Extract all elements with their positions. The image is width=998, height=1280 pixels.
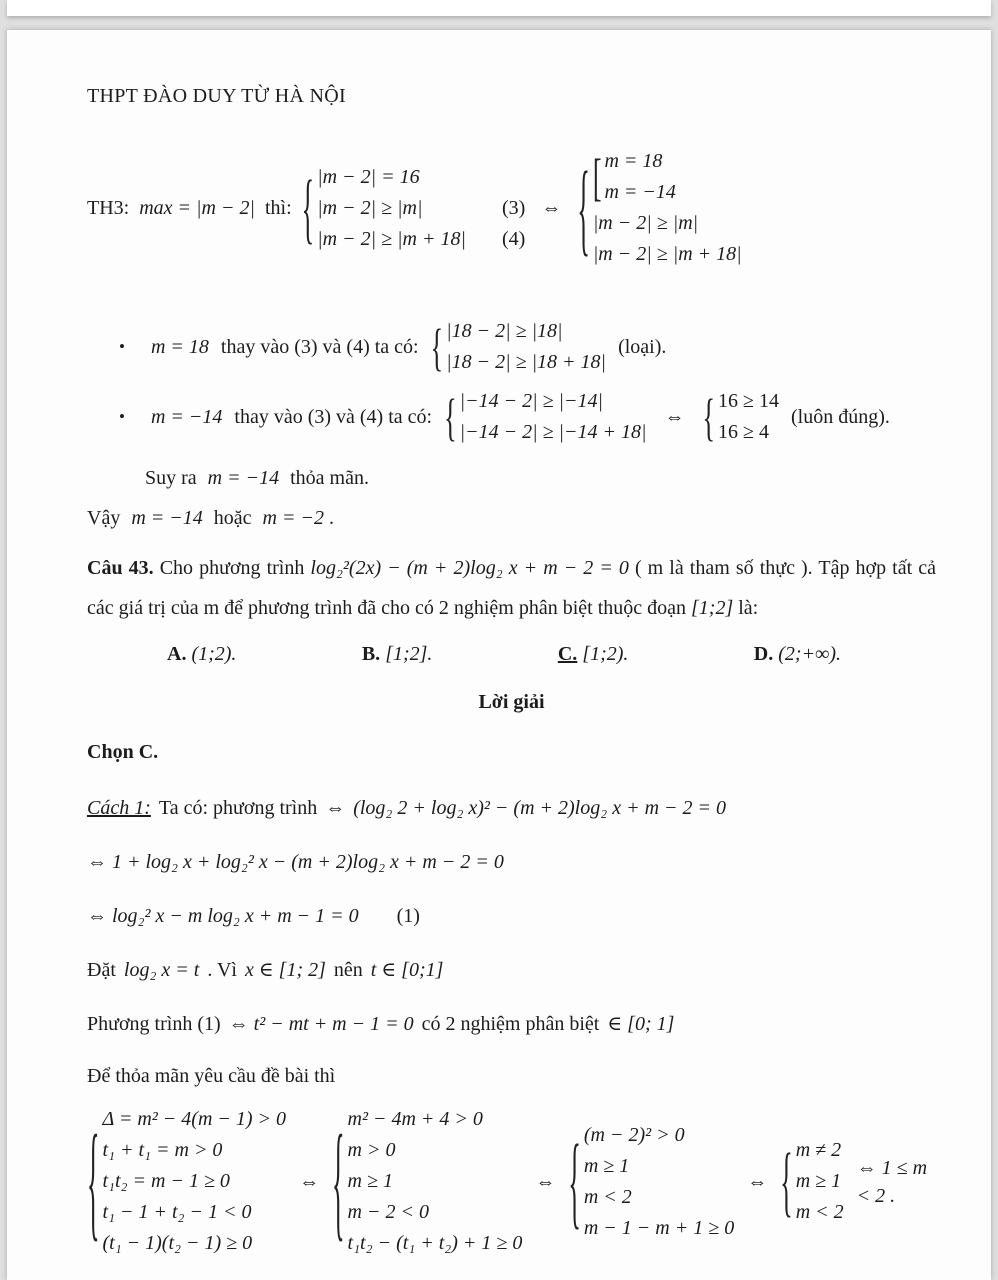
bullet2-system-right: { 16 ≥ 14 16 ≥ 4 xyxy=(702,388,779,446)
iff-arrow: ⇔ xyxy=(299,1170,320,1193)
iff-arrow: ⇔ xyxy=(535,1170,556,1193)
th3-left-system: { |m − 2| = 16 |m − 2| ≥ |m| |m − 2| ≥ |m + 18| xyxy=(301,164,466,252)
school-header: THPT ĐÀO DUY TỪ HÀ NỘI xyxy=(87,85,346,107)
method-1-label: Cách 1: xyxy=(87,797,151,819)
equation-step-2-math: ⇔ 1 + log₂ x + log₂² x − (m + 2)log₂ x + m − 2 = 0 xyxy=(87,851,504,873)
vay-text2: hoặc xyxy=(213,507,252,529)
bullet2-system-left: { |−14 − 2| ≥ |−14| |−14 − 2| ≥ |−14 + 18| xyxy=(444,388,647,446)
dat-text2: . Vì xyxy=(207,959,237,981)
bullet-icon: • xyxy=(119,337,125,356)
th3-max-expression: max = |m − 2| xyxy=(139,197,255,219)
suyra-text1: Suy ra xyxy=(145,467,197,489)
option-a-label: A. xyxy=(167,643,187,665)
option-d-value: (2;+∞). xyxy=(778,643,841,665)
bullet1-math: m = 18 xyxy=(150,336,209,358)
pt-math2: ∈ [0; 1] xyxy=(607,1013,675,1035)
option-d-label: D. xyxy=(753,643,774,665)
equation-step-2 xyxy=(87,848,936,876)
final-result: ⇔ 1 ≤ m < 2 . xyxy=(856,1156,928,1207)
nested-and-lines: |m − 2| ≥ |m| |m − 2| ≥ |m + 18| xyxy=(592,212,742,265)
chosen-answer: Chọn C. xyxy=(87,741,159,763)
question-43 xyxy=(87,548,936,628)
dat-math3: t ∈ [0;1] xyxy=(370,959,444,981)
requirement-line: Để thỏa mãn yêu cầu đề bài thì xyxy=(87,1065,336,1087)
conclusion-vay xyxy=(87,504,936,532)
option-c-value: [1;2). xyxy=(582,643,629,665)
previous-page-edge xyxy=(7,0,991,16)
method-1-line xyxy=(87,794,936,822)
option-c-label: C. xyxy=(557,643,578,665)
pt-math1: ⇔ t² − mt + m − 1 = 0 xyxy=(228,1013,414,1035)
bullet2-text: thay vào (3) và (4) ta có: xyxy=(234,406,433,428)
final-system-1: { Δ = m² − 4(m − 1) > 0 t₁ + t₁ = m > 0 t₁t₂ = m − 1 ≥ 0 t₁ − 1 + t₂ − 1 < 0 (t₁ − 1)(t₂ − 1) ≥ 0 xyxy=(87,1108,287,1254)
question-number: Câu 43. xyxy=(87,557,154,579)
iff-arrow: ⇔ xyxy=(325,797,346,819)
iff-arrow: ⇔ xyxy=(747,1170,768,1193)
bullet-item-m18 xyxy=(87,316,936,378)
final-system-2: { m² − 4m + 4 > 0 m > 0 m ≥ 1 m − 2 < 0 t₁t₂ − (t₁ + t₂) + 1 ≥ 0 xyxy=(332,1108,523,1254)
th3-right-system: { [ m = 18 m = −14 |m − 2| ≥ |m| |m − 2| ≥ |m + 18| xyxy=(577,146,741,270)
q43-text2: ( m là tham số thực ). Tập hợp tất cả các giá trị của m để phương trình đã cho có 2 nghiệm phân biệt thuộc đoạn xyxy=(87,557,936,619)
bullet-icon: • xyxy=(119,407,125,426)
final-system-3: { (m − 2)² > 0 m ≥ 1 m < 2 m − 1 − m + 1 ≥ 0 xyxy=(568,1123,735,1240)
q43-equation: log₂²(2x) − (m + 2)log₂ x + m − 2 = 0 xyxy=(310,557,629,579)
document-page xyxy=(7,30,991,1280)
iff-arrow: ⇔ xyxy=(541,197,562,219)
dat-math2: x ∈ [1; 2] xyxy=(244,959,326,981)
th3-case-line xyxy=(87,146,936,270)
answer-options xyxy=(87,640,936,668)
dat-text3: nên xyxy=(333,959,363,981)
nested-or-bracket: [ m = 18 m = −14 xyxy=(592,148,676,206)
pt-text2: có 2 nghiệm phân biệt xyxy=(421,1013,600,1035)
equation-number-labels: (3) (4) xyxy=(502,196,526,250)
method-1-text: Ta có: phương trình xyxy=(158,797,318,819)
page-content xyxy=(7,30,991,1259)
bullet-item-m-14 xyxy=(87,386,936,448)
iff-arrow: ⇔ xyxy=(664,406,685,428)
solution-heading: Lời giải xyxy=(478,691,545,713)
conclusion-suyra xyxy=(145,464,936,492)
vay-text1: Vậy xyxy=(87,507,121,529)
equation-step-3 xyxy=(87,902,936,930)
substitution-line xyxy=(87,956,936,984)
option-b-value: [1;2]. xyxy=(385,643,433,665)
equation-1-analysis-line xyxy=(87,1010,936,1038)
bullet1-system: { |18 − 2| ≥ |18| |18 − 2| ≥ |18 + 18| xyxy=(430,318,607,376)
bullet1-text: thay vào (3) và (4) ta có: xyxy=(220,336,419,358)
final-system-4: { m ≠ 2 m ≥ 1 m < 2 xyxy=(780,1138,844,1225)
final-system-chain xyxy=(87,1104,936,1259)
dat-math1: log₂ x = t xyxy=(123,959,200,981)
pt-text1: Phương trình (1) xyxy=(87,1013,221,1035)
bullet2-tail: (luôn đúng). xyxy=(791,406,890,428)
suyra-math: m = −14 xyxy=(207,467,280,489)
answer-option-a xyxy=(167,640,236,668)
vay-period: . xyxy=(328,507,334,529)
answer-option-d xyxy=(754,640,841,668)
option-b-label: B. xyxy=(361,643,381,665)
vay-math1: m = −14 xyxy=(131,507,203,529)
option-a-value: (1;2). xyxy=(191,643,237,665)
answer-option-c xyxy=(558,640,629,668)
equation-step-3-math: ⇔ log₂² x − m log₂ x + m − 1 = 0 xyxy=(87,905,359,927)
dat-text1: Đặt xyxy=(87,959,116,981)
method-1-equation: (log₂ 2 + log₂ x)² − (m + 2)log₂ x + m − 2 = 0 xyxy=(353,797,727,819)
q43-interval: [1;2] xyxy=(691,597,734,619)
bullet2-math: m = −14 xyxy=(150,406,223,428)
q43-text1: Cho phương trình xyxy=(159,557,305,579)
th3-label: TH3: xyxy=(87,197,130,219)
th3-right-system-column xyxy=(593,146,742,270)
bullet1-tail: (loại). xyxy=(618,336,667,358)
vay-math2: m = −2 xyxy=(262,507,324,529)
suyra-text2: thỏa mãn. xyxy=(290,467,369,489)
th3-thi-text: thì: xyxy=(264,197,292,219)
equation-1-tag: (1) xyxy=(396,905,420,927)
q43-text3: là: xyxy=(738,597,759,619)
answer-option-b xyxy=(362,640,433,668)
